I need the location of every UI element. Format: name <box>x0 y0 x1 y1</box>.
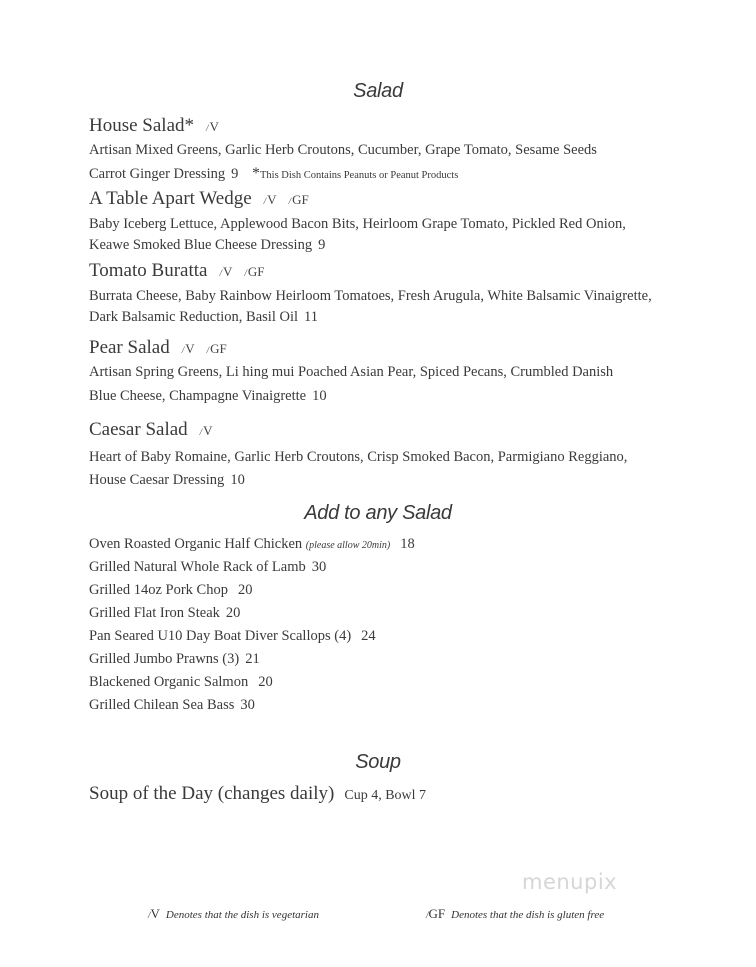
item-price: 18 <box>400 536 415 552</box>
item-description: Artisan Mixed Greens, Garlic Herb Croutons, Cucumber, Grape Tomato, Sesame Seeds <box>89 142 597 158</box>
item-description: Artisan Spring Greens, Li hing mui Poached Asian Pear, Spiced Pecans, Crumbled Danish <box>89 364 614 380</box>
gluten-free-mark: /GF <box>206 341 227 356</box>
addon-item: Grilled Flat Iron Steak 20 <box>89 605 241 621</box>
item-price: 9 <box>318 237 326 253</box>
vegetarian-mark: /V <box>263 192 277 207</box>
leaf-icon: / <box>148 910 151 920</box>
item-name: Tomato Buratta <box>89 260 208 281</box>
gluten-free-mark: /GF <box>288 192 309 207</box>
allergen-note: This Dish Contains Peanuts or Peanut Products <box>259 170 459 181</box>
leaf-icon: / <box>199 427 203 437</box>
leaf-icon: / <box>181 345 185 355</box>
item-tomato-buratta <box>89 260 265 282</box>
addon-item: Grilled Chilean Sea Bass 30 <box>89 697 255 713</box>
item-description-price: Carrot Ginger Dressing 9 *This Dish Contains Peanuts or Peanut Products <box>89 165 459 182</box>
vegetarian-mark: /V <box>199 423 213 438</box>
item-price: 9 <box>231 166 239 182</box>
item-price: 10 <box>312 388 327 404</box>
leaf-icon: / <box>206 123 209 133</box>
addon-item: Pan Seared U10 Day Boat Diver Scallops (4) 24 <box>89 628 376 644</box>
item-name: Soup of the Day (changes daily) <box>89 783 335 804</box>
item-description: Burrata Cheese, Baby Rainbow Heirloom Tomatoes, Fresh Arugula, White Balsamic Vinaigrette, <box>89 288 652 304</box>
item-price: 30 <box>311 559 327 575</box>
leaf-icon: / <box>206 345 210 355</box>
item-house-salad <box>89 115 219 137</box>
vegetarian-mark: /V <box>219 264 233 279</box>
item-caesar-salad <box>89 419 213 441</box>
section-title-salad: Salad <box>353 80 403 102</box>
item-price: 30 <box>240 697 255 713</box>
item-price: 11 <box>304 309 318 325</box>
addon-item: Grilled 14oz Pork Chop 20 <box>89 582 253 598</box>
leaf-icon: / <box>219 268 222 278</box>
item-price: 20 <box>258 674 273 690</box>
item-price: 20 <box>225 605 241 621</box>
item-description-price: House Caesar Dressing 10 <box>89 472 245 488</box>
item-description-price: Blue Cheese, Champagne Vinaigrette 10 <box>89 388 327 404</box>
item-name: Pear Salad <box>89 337 170 358</box>
item-price: 20 <box>237 582 253 598</box>
leaf-icon: / <box>263 196 267 206</box>
item-description: Heart of Baby Romaine, Garlic Herb Croutons, Crisp Smoked Bacon, Parmigiano Reggiano, <box>89 449 628 465</box>
menupix-watermark-logo: menupix <box>522 870 618 894</box>
addon-item: Blackened Organic Salmon 20 <box>89 674 273 690</box>
addon-item: Grilled Jumbo Prawns (3) 21 <box>89 651 260 667</box>
section-title-add-to-salad: Add to any Salad <box>304 502 452 524</box>
leaf-icon: / <box>244 268 247 278</box>
item-soup-of-the-day <box>89 783 426 805</box>
item-name: House Salad* <box>89 115 195 136</box>
item-description-price: Dark Balsamic Reduction, Basil Oil 11 <box>89 309 318 325</box>
addon-item: Oven Roasted Organic Half Chicken (please allow 20min) 18 <box>89 536 415 552</box>
leaf-icon: / <box>426 910 429 920</box>
gluten-free-mark: /GF <box>244 264 265 279</box>
item-name: Caesar Salad <box>89 419 188 440</box>
item-pear-salad <box>89 337 227 359</box>
vegetarian-mark: /V <box>206 119 219 134</box>
item-price: 10 <box>230 472 245 488</box>
section-title-soup: Soup <box>355 751 401 773</box>
item-wedge-salad <box>89 188 309 210</box>
soup-prices: Cup 4, Bowl 7 <box>344 788 427 803</box>
legend-vegetarian <box>148 906 319 922</box>
item-description: Baby Iceberg Lettuce, Applewood Bacon Bits, Heirloom Grape Tomato, Pickled Red Onion, <box>89 216 626 232</box>
item-price: 21 <box>245 651 260 667</box>
legend-text: Denotes that the dish is vegetarian <box>165 909 319 921</box>
legend-gluten-free <box>426 906 604 922</box>
item-name: A Table Apart Wedge <box>89 188 252 209</box>
gluten-free-symbol: /GF <box>426 906 446 921</box>
vegetarian-mark: /V <box>181 341 195 356</box>
vegetarian-symbol: /V <box>148 906 160 921</box>
allow-time-note: (please allow 20min) <box>305 540 391 551</box>
item-description-price: Keawe Smoked Blue Cheese Dressing 9 <box>89 237 326 253</box>
item-price: 24 <box>361 628 376 644</box>
addon-item: Grilled Natural Whole Rack of Lamb 30 <box>89 559 327 575</box>
asterisk-mark: * <box>251 165 260 182</box>
leaf-icon: / <box>288 196 292 206</box>
legend-text: Denotes that the dish is gluten free <box>451 909 605 921</box>
